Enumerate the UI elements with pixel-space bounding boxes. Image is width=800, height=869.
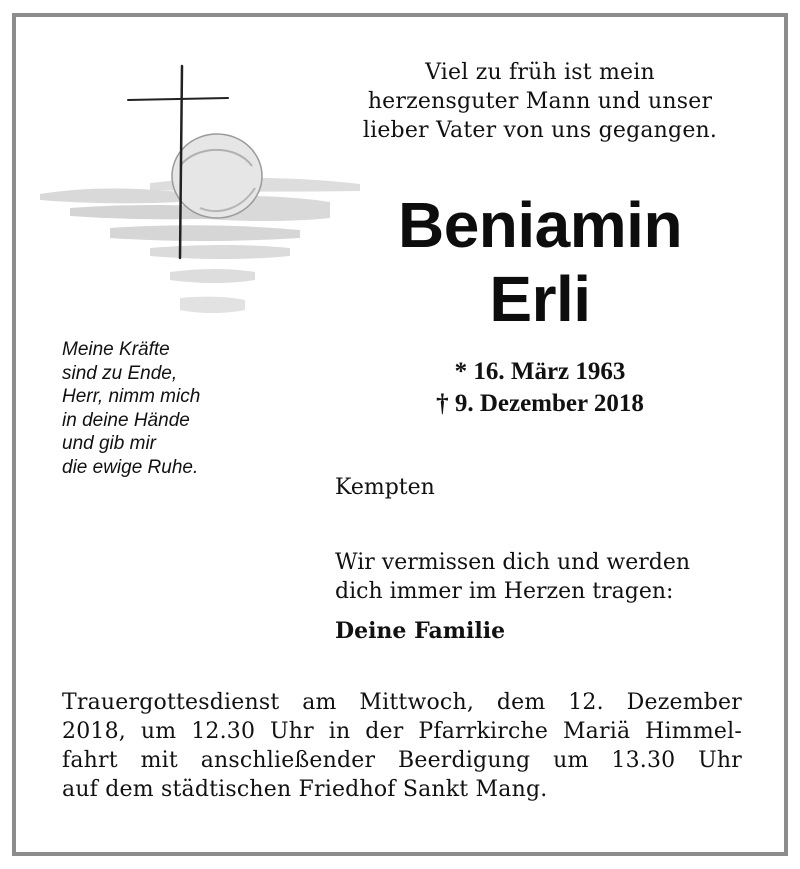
intro-line: herzensguter Mann und unser — [367, 89, 713, 114]
verse-line: Herr, nimm mich — [62, 386, 201, 407]
intro-text — [330, 58, 750, 145]
birth-date: * 16. März 1963 — [454, 358, 626, 385]
deceased-name — [330, 188, 750, 336]
closing-text — [335, 548, 755, 606]
funeral-service-text — [62, 688, 742, 804]
verse-line: Meine Kräfte — [62, 339, 170, 360]
verse-line: in deine Hände — [62, 409, 190, 431]
closing-line: dich immer im Herzen tragen: — [335, 579, 674, 604]
closing-line: Wir vermissen dich und werden — [335, 550, 691, 575]
first-name: Beniamin — [397, 189, 683, 261]
verse-line: sind zu Ende, — [62, 362, 178, 384]
service-line: Trauergottesdienst am Mittwoch, dem 12. Dezember — [62, 690, 742, 715]
intro-line: Viel zu früh ist mein — [425, 60, 655, 85]
last-name: Erli — [489, 263, 591, 335]
verse-line: die ewige Ruhe. — [62, 456, 199, 478]
death-date: † 9. Dezember 2018 — [436, 390, 644, 417]
cross-sunset-emblem — [30, 58, 370, 328]
service-line: fahrt mit anschließender Beerdigung um 13.30 Uhr — [62, 748, 742, 773]
life-dates — [330, 356, 750, 420]
place-name: Kempten — [335, 475, 435, 500]
verse-line: und gib mir — [62, 433, 156, 454]
intro-line: lieber Vater von uns gegangen. — [362, 118, 718, 143]
family-signature: Deine Familie — [335, 618, 506, 644]
sun-circle — [172, 134, 262, 218]
service-line: auf dem städtischen Friedhof Sankt Mang. — [62, 777, 548, 802]
prayer-verse — [62, 338, 282, 479]
service-line: 2018, um 12.30 Uhr in der Pfarrkirche Mariä Himmel- — [62, 719, 742, 744]
